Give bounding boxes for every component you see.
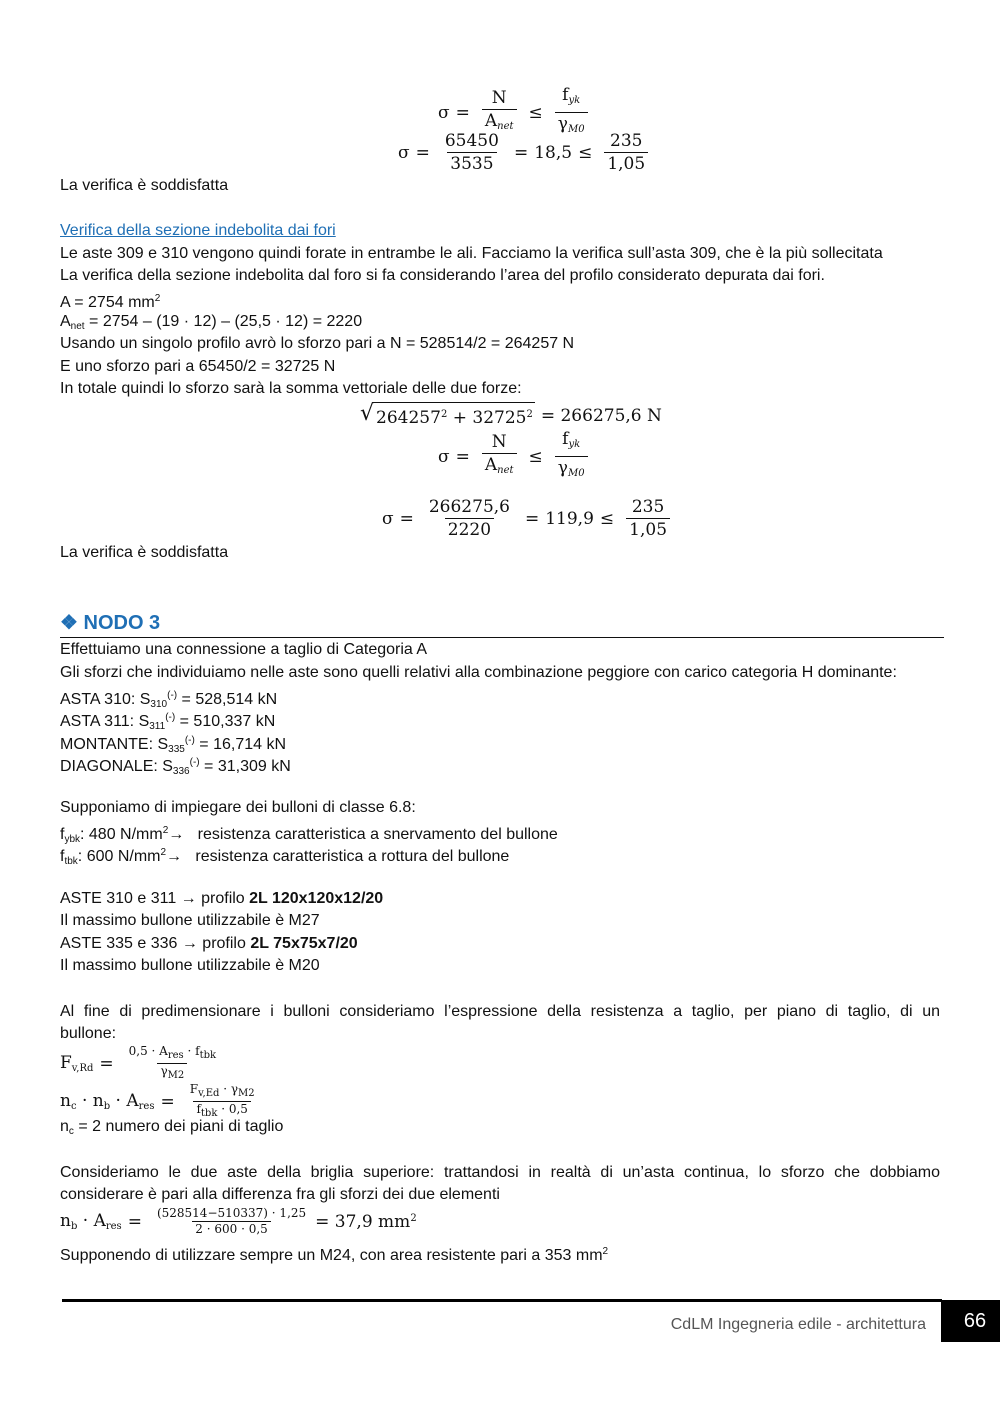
section-heading-nodo3: ❖ NODO 3 xyxy=(60,612,161,634)
paragraph-line: Al fine di predimensionare i bulloni consideriamo l’espressione della resistenza a taglio, per piano di taglio, di un xyxy=(60,1003,940,1020)
profile-line: Il massimo bullone utilizzabile è M27 xyxy=(60,912,320,929)
anet-line: $A_{net} = 2754 - (19 \cdot 12) - (25,5 \cdot 12) = 2220$ xyxy=(60,313,363,332)
section-link-holes[interactable]: Verifica della sezione indebolita dai fori xyxy=(60,222,336,239)
paragraph-line: La verifica della sezione indebolita dal foro si fa considerando l’area del profilo considerato depurata dai fori. xyxy=(60,267,825,284)
equation-fvrd: $F_{v,Rd}$ = $\frac{0,5 \cdot A_{res} \cdot f_{tbk}}{\gamma_{M2}}$ xyxy=(60,1044,217,1081)
equation-stress-values: σ = $\frac{65450}{3535}$ = 18,5 ≤ $\frac{235}{1,05}$ xyxy=(398,130,654,175)
section-divider xyxy=(60,637,944,638)
final-line: Supponendo di utilizzare sempre un M24, con area resistente pari a 353 $mm^2$ xyxy=(60,1246,609,1264)
equation-ncnb-ares: $n_c \cdot n_b \cdot A_{res}$ = $\frac{F_{v,Ed} \cdot \gamma_{M2}}{f_{tbk} \cdot 0,5}$ xyxy=(60,1082,255,1119)
force-line: ASTA 311: $S_{311}^{(-)} = 510,337$ kN xyxy=(60,712,276,732)
footer-rule xyxy=(62,1299,942,1302)
equation-nb-ares: $n_b \cdot A_{res}$ = $\frac{(528514-510337) \cdot 1,25}{2 \cdot 600 \cdot 0,5}$ = 37,9 $mm^2$ xyxy=(60,1206,417,1236)
nc-line: $n_c = 2$ numero dei piani di taglio xyxy=(60,1118,284,1137)
paragraph-line: Usando un singolo profilo avrò lo sforzo pari a N = 528514/2 = 264257 N xyxy=(60,335,575,352)
footer-course-name: CdLM Ingegneria edile - architettura xyxy=(670,1316,926,1333)
page-number: 66 xyxy=(941,1300,1000,1342)
force-line: MONTANTE: $S_{335}^{(-)} = 16,714$ kN xyxy=(60,735,287,755)
profile-line: ASTE 335 e 336 → profilo 2L 75x75x7/20 xyxy=(60,935,358,952)
arrow-right-icon: → xyxy=(180,890,197,907)
force-line: ASTA 310: $S_{310}^{(-)} = 528,514$ kN xyxy=(60,690,278,710)
force-line: DIAGONALE: $S_{336}^{(-)} = 31,309$ kN xyxy=(60,757,291,777)
paragraph-line: Le aste 309 e 310 vengono quindi forate in entrambe le ali. Facciamo la verifica sull’asta 309, che è la più sollecitata xyxy=(60,245,883,262)
paragraph-line: Gli sforzi che individuiamo nelle aste sono quelli relativi alla combinazione peggiore con carico categoria H dominante: xyxy=(60,664,897,681)
diamond-bullet-icon: ❖ xyxy=(60,612,78,634)
equation-vector-sum: √ 264257$^2$ + 32725$^2$ = 266275,6 N xyxy=(360,401,662,428)
profile-line: Il massimo bullone utilizzabile è M20 xyxy=(60,957,320,974)
arrow-right-icon: → xyxy=(166,848,183,865)
bolt-property-ybk: $f_{ybk}$: 480 $N/mm^2\to$ resistenza caratteristica a snervamento del bullone xyxy=(60,825,558,845)
verification-text-2: La verifica è soddisfatta xyxy=(60,544,229,561)
paragraph-line: In totale quindi lo sforzo sarà la somma vettoriale delle due forze: xyxy=(60,380,522,397)
paragraph-line: considerare è pari alla differenza fra gli sforzi dei due elementi xyxy=(60,1186,500,1203)
arrow-right-icon: → xyxy=(181,935,198,952)
bolt-property-tbk: $f_{tbk}$: 600 $N/mm^2\to$ resistenza caratteristica a rottura del bullone xyxy=(60,847,510,867)
equation-stress-formula: σ = $\frac{N}{A_{net}}$ ≤ $\frac{f_{yk}}{\gamma_{M0}}$ xyxy=(438,84,594,141)
verification-text-1: La verifica è soddisfatta xyxy=(60,177,229,194)
area-line: A = 2754 $mm^2$ xyxy=(60,293,161,311)
arrow-right-icon: → xyxy=(168,826,185,843)
paragraph-line: Effettuiamo una connessione a taglio di Categoria A xyxy=(60,641,428,658)
bolt-intro: Supponiamo di impiegare dei bulloni di classe 6.8: xyxy=(60,799,416,816)
paragraph-line: E uno sforzo pari a 65450/2 = 32725 N xyxy=(60,358,336,375)
equation-stress-formula-2: σ = $\frac{N}{A_{net}}$ ≤ $\frac{f_{yk}}{\gamma_{M0}}$ xyxy=(438,428,594,485)
equation-stress-values-2: σ = $\frac{266275,6}{2220}$ = 119,9 ≤ $\frac{235}{1,05}$ xyxy=(382,496,676,541)
paragraph-line: bullone: xyxy=(60,1025,117,1042)
profile-line: ASTE 310 e 311 → profilo 2L 120x120x12/20 xyxy=(60,890,384,907)
paragraph-line: Consideriamo le due aste della briglia superiore: trattandosi in realtà di un’asta continua, lo sforzo che dobbiamo xyxy=(60,1164,940,1181)
